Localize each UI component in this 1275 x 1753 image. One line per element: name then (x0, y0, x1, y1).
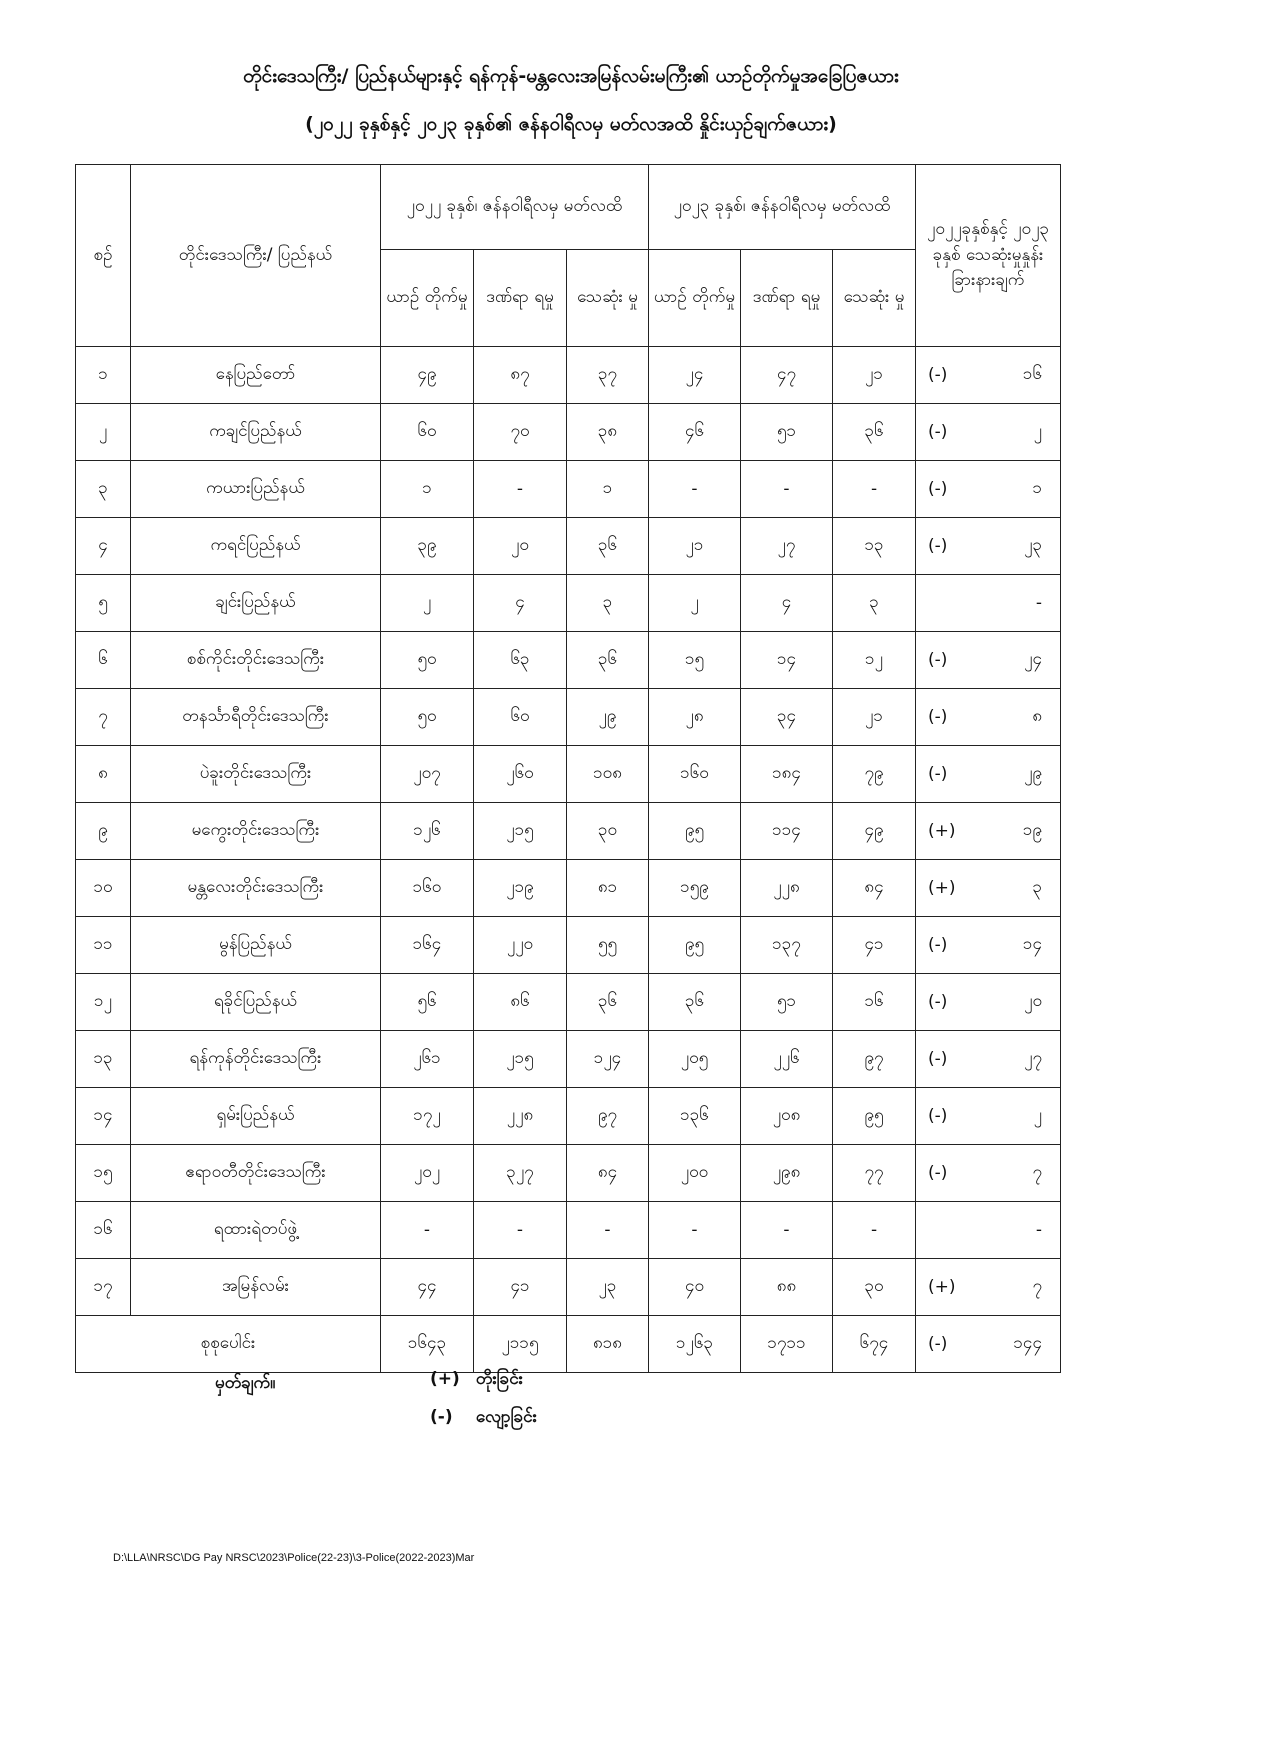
row-region-name: ချင်းပြည်နယ် (131, 575, 381, 632)
row-region-name: မွန်ပြည်နယ် (131, 917, 381, 974)
row-deaths-2023: ၄၉ (833, 803, 916, 860)
note-decrease-sign: (-) (430, 1407, 453, 1427)
row-injured-2022: ၄ (474, 575, 567, 632)
row-accidents-2022: - (381, 1202, 474, 1259)
row-accidents-2023: ၃၆ (649, 974, 741, 1031)
row-injured-2023: - (741, 1202, 833, 1259)
row-difference-sign: (+) (928, 878, 956, 898)
row-region-name: မကွေးတိုင်းဒေသကြီး (131, 803, 381, 860)
row-deaths-2023: ၉၅ (833, 1088, 916, 1145)
row-region-name: ကယားပြည်နယ် (131, 461, 381, 518)
row-region-name: ရခိုင်ပြည်နယ် (131, 974, 381, 1031)
table-row (76, 1088, 1061, 1145)
row-deaths-2022: ၂၃ (567, 1259, 649, 1316)
row-difference (916, 404, 1061, 461)
row-difference-sign: (-) (928, 422, 948, 442)
row-difference (916, 575, 1061, 632)
row-deaths-2023: ၁၃ (833, 518, 916, 575)
row-difference-value: ၇ (1032, 1161, 1043, 1182)
row-injured-2023: ၄ (741, 575, 833, 632)
row-accidents-2023: ၂၄ (649, 347, 741, 404)
note-increase (430, 1368, 523, 1393)
header-injured-2022: ဒဏ်ရာ ရမှု (474, 250, 567, 347)
note-decrease-text: လျော့ခြင်း (475, 1407, 537, 1427)
row-injured-2022: - (474, 1202, 567, 1259)
row-difference-value: - (1035, 593, 1043, 613)
row-accidents-2023: ၂၀၀ (649, 1145, 741, 1202)
row-injured-2022: ၈၆ (474, 974, 567, 1031)
row-injured-2022: ၆၃ (474, 632, 567, 689)
row-deaths-2023: - (833, 461, 916, 518)
row-difference (916, 974, 1061, 1031)
row-difference-value: ၈ (1032, 705, 1043, 726)
row-difference-value: ၂၄ (1024, 648, 1043, 669)
row-deaths-2022: ၈၁ (567, 860, 649, 917)
row-deaths-2022: ၃ (567, 575, 649, 632)
table-row (76, 803, 1061, 860)
row-deaths-2023: ၈၄ (833, 860, 916, 917)
row-injured-2023: ၃၄ (741, 689, 833, 746)
row-injured-2022: ၇၀ (474, 404, 567, 461)
row-deaths-2022: ၁ (567, 461, 649, 518)
row-injured-2022: ၈၇ (474, 347, 567, 404)
table-row (76, 575, 1061, 632)
row-difference-value: ၂၇ (1024, 1047, 1043, 1068)
header-region: တိုင်းဒေသကြီး/ ပြည်နယ် (131, 165, 381, 347)
row-difference (916, 1202, 1061, 1259)
row-difference (916, 689, 1061, 746)
row-deaths-2022: ၁၂၄ (567, 1031, 649, 1088)
row-accidents-2022: ၂ (381, 575, 474, 632)
row-deaths-2022: ၃၀ (567, 803, 649, 860)
table-row (76, 518, 1061, 575)
row-number: ၁၀ (76, 860, 131, 917)
row-difference (916, 860, 1061, 917)
row-region-name: ရန်ကုန်တိုင်းဒေသကြီး (131, 1031, 381, 1088)
total-difference (916, 1316, 1061, 1373)
row-deaths-2022: ၉၇ (567, 1088, 649, 1145)
row-difference (916, 1145, 1061, 1202)
row-difference-value: ၂၃ (1024, 534, 1043, 555)
row-region-name: ပဲခူးတိုင်းဒေသကြီး (131, 746, 381, 803)
row-injured-2023: ၅၁ (741, 974, 833, 1031)
row-number: ၅ (76, 575, 131, 632)
row-number: ၈ (76, 746, 131, 803)
row-accidents-2022: ၁၆၄ (381, 917, 474, 974)
total-deaths-2023: ၆၇၄ (833, 1316, 916, 1373)
table-row (76, 1259, 1061, 1316)
header-comparison: ၂၀၂၂ခုနှစ်နှင့် ၂၀၂၃ ခုနှစ် သေဆုံးမှုနှုန်း ခြားနားချက် (916, 165, 1061, 347)
row-accidents-2023: ၂၁ (649, 518, 741, 575)
row-number: ၁ (76, 347, 131, 404)
row-deaths-2022: ၃၆ (567, 518, 649, 575)
row-injured-2022: ၆၀ (474, 689, 567, 746)
header-deaths-2023: သေဆုံး မှု (833, 250, 916, 347)
row-injured-2022: ၃၂၇ (474, 1145, 567, 1202)
row-deaths-2023: ၇၇ (833, 1145, 916, 1202)
row-number: ၁၂ (76, 974, 131, 1031)
row-deaths-2022: - (567, 1202, 649, 1259)
table-row (76, 689, 1061, 746)
row-difference (916, 632, 1061, 689)
row-accidents-2022: ၂၀၂ (381, 1145, 474, 1202)
row-deaths-2023: ၉၇ (833, 1031, 916, 1088)
row-accidents-2022: ၁၆၀ (381, 860, 474, 917)
row-region-name: နေပြည်တော် (131, 347, 381, 404)
row-difference-value: ၃ (1032, 876, 1043, 897)
row-injured-2023: ၂၀၈ (741, 1088, 833, 1145)
table-row (76, 860, 1061, 917)
row-injured-2023: ၂၇ (741, 518, 833, 575)
row-number: ၁၃ (76, 1031, 131, 1088)
row-accidents-2023: ၄၆ (649, 404, 741, 461)
row-difference-sign: (-) (928, 536, 948, 556)
row-deaths-2023: ၃၀ (833, 1259, 916, 1316)
row-region-name: ရှမ်းပြည်နယ် (131, 1088, 381, 1145)
row-injured-2022: ၂၁၉ (474, 860, 567, 917)
row-number: ၃ (76, 461, 131, 518)
row-region-name: ကချင်ပြည်နယ် (131, 404, 381, 461)
row-injured-2023: ၂၉၈ (741, 1145, 833, 1202)
total-difference-sign: (-) (928, 1334, 948, 1354)
row-number: ၆ (76, 632, 131, 689)
total-injured-2023: ၁၇၁၁ (741, 1316, 833, 1373)
row-injured-2022: ၂၂၀ (474, 917, 567, 974)
row-accidents-2022: ၄၄ (381, 1259, 474, 1316)
row-accidents-2023: - (649, 1202, 741, 1259)
table-row (76, 746, 1061, 803)
row-injured-2023: ၄၇ (741, 347, 833, 404)
row-region-name: မန္တလေးတိုင်းဒေသကြီး (131, 860, 381, 917)
row-injured-2023: ၁၈၄ (741, 746, 833, 803)
row-number: ၁၁ (76, 917, 131, 974)
row-accidents-2023: ၁၃၆ (649, 1088, 741, 1145)
row-difference-value: ၂ (1033, 420, 1043, 441)
row-accidents-2023: ၂၀၅ (649, 1031, 741, 1088)
row-difference-value: ၇ (1032, 1275, 1043, 1296)
row-accidents-2022: ၃၉ (381, 518, 474, 575)
row-difference-sign: (-) (928, 650, 948, 670)
note-decrease (430, 1406, 537, 1431)
total-deaths-2022: ၈၁၈ (567, 1316, 649, 1373)
row-injured-2022: ၂၁၅ (474, 1031, 567, 1088)
row-accidents-2022: ၅၆ (381, 974, 474, 1031)
row-injured-2023: ၁၃၇ (741, 917, 833, 974)
row-injured-2022: ၂၆၀ (474, 746, 567, 803)
row-accidents-2022: ၆၀ (381, 404, 474, 461)
row-difference-value: - (1035, 1220, 1043, 1240)
accident-comparison-table (75, 164, 1061, 1373)
row-region-name: ကရင်ပြည်နယ် (131, 518, 381, 575)
row-deaths-2023: ၂၁ (833, 689, 916, 746)
row-difference (916, 803, 1061, 860)
row-difference-sign: (-) (928, 935, 948, 955)
row-injured-2023: - (741, 461, 833, 518)
row-difference-sign: (-) (928, 707, 948, 727)
row-injured-2022: ၂၂၈ (474, 1088, 567, 1145)
row-deaths-2023: ၃၆ (833, 404, 916, 461)
row-deaths-2022: ၃၇ (567, 347, 649, 404)
row-difference-value: ၂၉ (1024, 762, 1043, 783)
row-difference-sign: (-) (928, 1049, 948, 1069)
row-deaths-2023: - (833, 1202, 916, 1259)
row-accidents-2023: ၄၀ (649, 1259, 741, 1316)
row-accidents-2023: ၉၅ (649, 917, 741, 974)
row-difference-sign: (-) (928, 365, 948, 385)
row-region-name: စစ်ကိုင်းတိုင်းဒေသကြီး (131, 632, 381, 689)
header-period-2023: ၂၀၂၃ ခုနှစ်၊ ဇန်နဝါရီလမှ မတ်လထိ (649, 165, 916, 250)
row-deaths-2022: ၁၀၈ (567, 746, 649, 803)
header-period-2022: ၂၀၂၂ ခုနှစ်၊ ဇန်နဝါရီလမှ မတ်လထိ (381, 165, 649, 250)
row-accidents-2022: ၅၀ (381, 689, 474, 746)
table-body (76, 347, 1061, 1316)
row-number: ၁၇ (76, 1259, 131, 1316)
row-accidents-2023: ၁၅ (649, 632, 741, 689)
row-number: ၇ (76, 689, 131, 746)
row-deaths-2023: ၂၁ (833, 347, 916, 404)
header-no: စဉ် (76, 165, 131, 347)
row-injured-2022: ၄၁ (474, 1259, 567, 1316)
row-deaths-2023: ၁၆ (833, 974, 916, 1031)
header-deaths-2022: သေဆုံး မှု (567, 250, 649, 347)
row-region-name: ဧရာဝတီတိုင်းဒေသကြီး (131, 1145, 381, 1202)
row-injured-2023: ၁၁၄ (741, 803, 833, 860)
row-accidents-2023: ၂၈ (649, 689, 741, 746)
row-region-name: အမြန်လမ်း (131, 1259, 381, 1316)
note-increase-text: တိုးခြင်း (475, 1369, 523, 1389)
row-accidents-2022: ၁၇၂ (381, 1088, 474, 1145)
row-difference (916, 1259, 1061, 1316)
table-row (76, 632, 1061, 689)
row-difference-value: ၂ (1033, 1104, 1043, 1125)
note-increase-sign: (+) (430, 1369, 460, 1389)
row-difference (916, 347, 1061, 404)
total-label: စုစုပေါင်း (76, 1316, 381, 1373)
total-injured-2022: ၂၁၁၅ (474, 1316, 567, 1373)
document-title: တိုင်းဒေသကြီး/ ပြည်နယ်များနှင့် ရန်ကုန်-မန္တလေးအမြန်လမ်းမကြီး၏ ယာဉ်တိုက်မှုအခြေပြဇယား (243, 65, 899, 87)
row-accidents-2023: ၂ (649, 575, 741, 632)
total-accidents-2022: ၁၆၄၃ (381, 1316, 474, 1373)
row-deaths-2022: ၈၄ (567, 1145, 649, 1202)
row-accidents-2022: ၂၆၁ (381, 1031, 474, 1088)
row-difference-sign: (+) (928, 821, 956, 841)
row-deaths-2022: ၂၉ (567, 689, 649, 746)
row-accidents-2023: ၁၆၀ (649, 746, 741, 803)
row-deaths-2022: ၃၆ (567, 974, 649, 1031)
table-row (76, 917, 1061, 974)
row-accidents-2023: ၉၅ (649, 803, 741, 860)
table-row (76, 1202, 1061, 1259)
header-accidents-2022: ယာဉ် တိုက်မှု (381, 250, 474, 347)
row-difference-value: ၁၆ (1022, 363, 1043, 384)
row-injured-2023: ၁၄ (741, 632, 833, 689)
row-difference-sign: (-) (928, 479, 948, 499)
row-deaths-2022: ၃၈ (567, 404, 649, 461)
document-subtitle: (၂၀၂၂ ခုနှစ်နှင့် ၂၀၂၃ ခုနှစ်၏ ဇန်နဝါရီလမှ မတ်လအထိ နှိုင်းယှဉ်ချက်ဇယား) (305, 113, 837, 135)
row-difference (916, 917, 1061, 974)
row-deaths-2022: ၅၅ (567, 917, 649, 974)
row-injured-2023: ၂၂၈ (741, 860, 833, 917)
row-deaths-2022: ၃၆ (567, 632, 649, 689)
row-injured-2023: ၂၂၆ (741, 1031, 833, 1088)
row-difference-sign: (+) (928, 1277, 956, 1297)
row-difference (916, 461, 1061, 518)
table-row (76, 974, 1061, 1031)
row-region-name: ရထားရဲတပ်ဖွဲ့ (131, 1202, 381, 1259)
row-injured-2023: ၅၁ (741, 404, 833, 461)
total-accidents-2023: ၁၂၆၃ (649, 1316, 741, 1373)
row-accidents-2022: ၄၉ (381, 347, 474, 404)
table-row (76, 461, 1061, 518)
total-difference-value: ၁၄၄ (1013, 1332, 1043, 1353)
table-row (76, 1145, 1061, 1202)
row-injured-2022: ၂၁၅ (474, 803, 567, 860)
note-label: မှတ်ချက်။ (215, 1373, 276, 1393)
row-injured-2022: ၂၀ (474, 518, 567, 575)
row-difference-value: ၂၀ (1024, 990, 1043, 1011)
row-difference-sign: (-) (928, 764, 948, 784)
total-row (76, 1316, 1061, 1373)
table-row (76, 347, 1061, 404)
row-difference-sign: (-) (928, 1163, 948, 1183)
row-injured-2022: - (474, 461, 567, 518)
row-deaths-2023: ၁၂ (833, 632, 916, 689)
row-deaths-2023: ၇၉ (833, 746, 916, 803)
row-difference (916, 1031, 1061, 1088)
row-accidents-2023: ၁၅၉ (649, 860, 741, 917)
row-difference-sign: (-) (928, 1106, 948, 1126)
row-accidents-2022: ၂၀၇ (381, 746, 474, 803)
row-difference (916, 1088, 1061, 1145)
row-difference (916, 746, 1061, 803)
row-difference-value: ၁ (1032, 477, 1043, 498)
file-path-footer: D:\LLA\NRSC\DG Pay NRSC\2023\Police(22-23)\3-Police(2022-2023)Mar (113, 1552, 475, 1564)
row-accidents-2022: ၁ (381, 461, 474, 518)
row-number: ၁၆ (76, 1202, 131, 1259)
row-accidents-2022: ၅၀ (381, 632, 474, 689)
row-number: ၁၄ (76, 1088, 131, 1145)
header-injured-2023: ဒဏ်ရာ ရမှု (741, 250, 833, 347)
row-number: ၉ (76, 803, 131, 860)
row-accidents-2022: ၁၂၆ (381, 803, 474, 860)
row-accidents-2023: - (649, 461, 741, 518)
table-row (76, 404, 1061, 461)
row-number: ၁၅ (76, 1145, 131, 1202)
row-injured-2023: ၈၈ (741, 1259, 833, 1316)
row-region-name: တနင်္သာရီတိုင်းဒေသကြီး (131, 689, 381, 746)
row-number: ၄ (76, 518, 131, 575)
row-difference-value: ၁၉ (1022, 819, 1043, 840)
row-difference-sign: (-) (928, 992, 948, 1012)
row-number: ၂ (76, 404, 131, 461)
row-deaths-2023: ၃ (833, 575, 916, 632)
header-accidents-2023: ယာဉ် တိုက်မှု (649, 250, 741, 347)
table-row (76, 1031, 1061, 1088)
row-deaths-2023: ၄၁ (833, 917, 916, 974)
row-difference-value: ၁၄ (1022, 933, 1043, 954)
row-difference (916, 518, 1061, 575)
